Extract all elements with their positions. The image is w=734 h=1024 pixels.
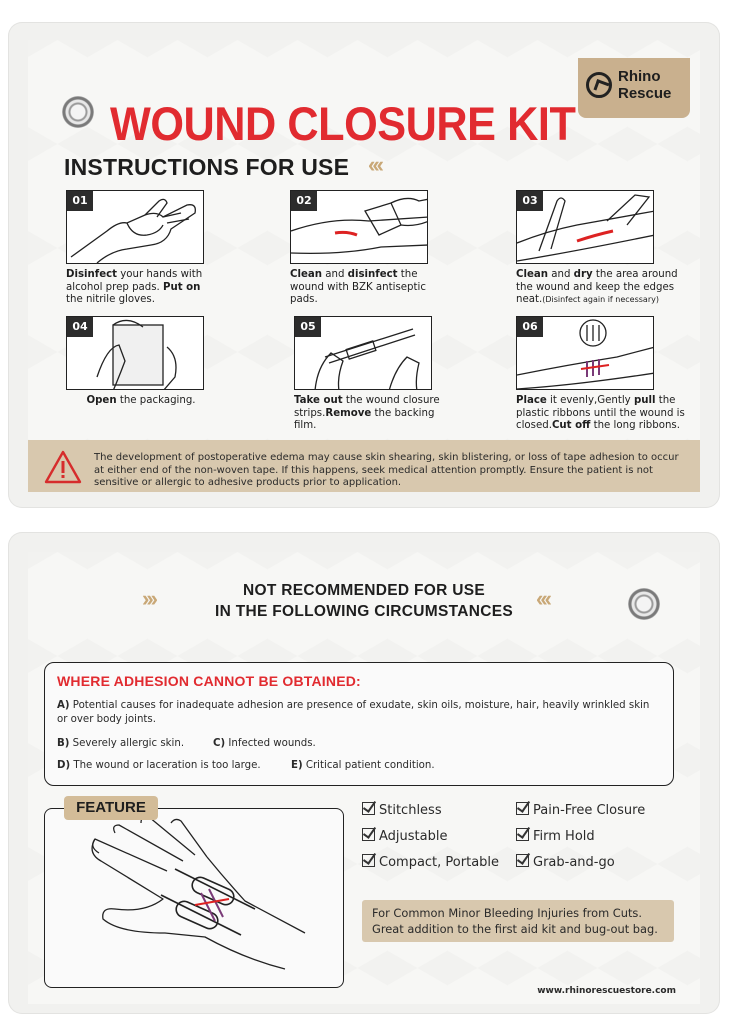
back-card-face	[28, 552, 700, 1004]
step-05-text: Take out the wound closure strips.Remove the backing film.	[294, 395, 440, 431]
back-card	[8, 532, 720, 1014]
step-01-text: Disinfect your hands with alcohol prep pads. Put on the nitrile gloves.	[66, 269, 203, 305]
step-number: 05	[295, 317, 321, 337]
checkbox-icon	[362, 802, 375, 815]
usage-note: For Common Minor Bleeding Injuries from Cuts. Great addition to the first aid kit and bug-out bag.	[362, 900, 674, 942]
website-url: www.rhinorescuestore.com	[537, 986, 676, 996]
warning-text: The development of postoperative edema may cause skin shearing, skin blistering, or loss of tape adhesion to occur at either end of the non-woven tape. If this happens, seek medical attention promptly. Ensure the patient is not sensitive or allergic to adhesive products prior to application.	[94, 452, 679, 489]
step-02	[290, 190, 450, 307]
warning-banner	[28, 440, 700, 492]
item-a: A) Potential causes for inadequate adhesion are presence of exudate, skin oils, moisture, hair, heavily wrinkled skin or over body joints.	[57, 700, 650, 725]
hand-illustration-icon	[45, 809, 341, 985]
step-04-illustration	[66, 316, 204, 390]
step-04-text: Open the packaging.	[86, 395, 196, 406]
step-05-illustration	[294, 316, 432, 390]
step-06-illustration	[516, 316, 654, 390]
step-number: 03	[517, 191, 543, 211]
kit-title: WOUND CLOSURE KIT	[110, 97, 576, 150]
step-02-illustration	[290, 190, 428, 264]
step-04	[66, 316, 216, 408]
step-01-illustration	[66, 190, 204, 264]
adhesion-box	[44, 662, 674, 786]
step-06-text: Place it evenly,Gently pull the plastic ribbons until the wound is closed.Cut off the long ribbons.	[516, 395, 685, 431]
feature-compact: Compact, Portable	[362, 854, 499, 870]
feature-label: FEATURE	[64, 796, 158, 820]
brand-line1: Rhino	[618, 68, 661, 85]
step-01	[66, 190, 216, 307]
step-number: 02	[291, 191, 317, 211]
front-card	[8, 22, 720, 508]
chevrons-right-icon: ›››	[142, 586, 155, 611]
chevrons-left-icon: ‹‹‹	[536, 586, 549, 611]
checkbox-icon	[516, 802, 529, 815]
brand-line2: Rescue	[618, 85, 672, 102]
item-d: D) The wound or laceration is too large.	[57, 760, 261, 771]
step-number: 04	[67, 317, 93, 337]
step-05	[294, 316, 444, 433]
item-c: C) Infected wounds.	[213, 738, 316, 749]
step-06	[516, 316, 692, 433]
adhesion-heading: WHERE ADHESION CANNOT BE OBTAINED:	[57, 673, 361, 689]
step-02-text: Clean and disinfect the wound with BZK antiseptic pads.	[290, 269, 426, 305]
feature-adjustable: Adjustable	[362, 828, 447, 844]
feature-stitchless: Stitchless	[362, 802, 442, 818]
step-03-illustration	[516, 190, 654, 264]
item-e: E) Critical patient condition.	[291, 760, 435, 771]
step-03	[516, 190, 680, 307]
feature-grab-and-go: Grab-and-go	[516, 854, 615, 870]
front-card-face	[28, 40, 700, 492]
step-number: 06	[517, 317, 543, 337]
step-number: 01	[67, 191, 93, 211]
checkbox-icon	[516, 854, 529, 867]
rhino-logo-icon	[586, 72, 612, 98]
feature-pain-free: Pain-Free Closure	[516, 802, 645, 818]
warning-triangle-icon	[44, 450, 82, 484]
instructions-heading: INSTRUCTIONS FOR USE	[64, 154, 350, 180]
grommet-hole	[628, 588, 660, 620]
grommet-hole	[62, 96, 94, 128]
feature-illustration-box	[44, 808, 344, 988]
feature-firm-hold: Firm Hold	[516, 828, 595, 844]
step-03-text: Clean and dry the area around the wound and keep the edges neat.(Disinfect again if necessary)	[516, 269, 678, 305]
checkbox-icon	[516, 828, 529, 841]
not-recommended-heading: NOT RECOMMENDED FOR USE IN THE FOLLOWING CIRCUMSTANCES	[214, 582, 514, 620]
item-b: B) Severely allergic skin.	[57, 738, 185, 749]
chevrons-left-icon: ‹‹‹	[368, 152, 381, 177]
checkbox-icon	[362, 854, 375, 867]
checkbox-icon	[362, 828, 375, 841]
brand-logo	[578, 58, 690, 118]
